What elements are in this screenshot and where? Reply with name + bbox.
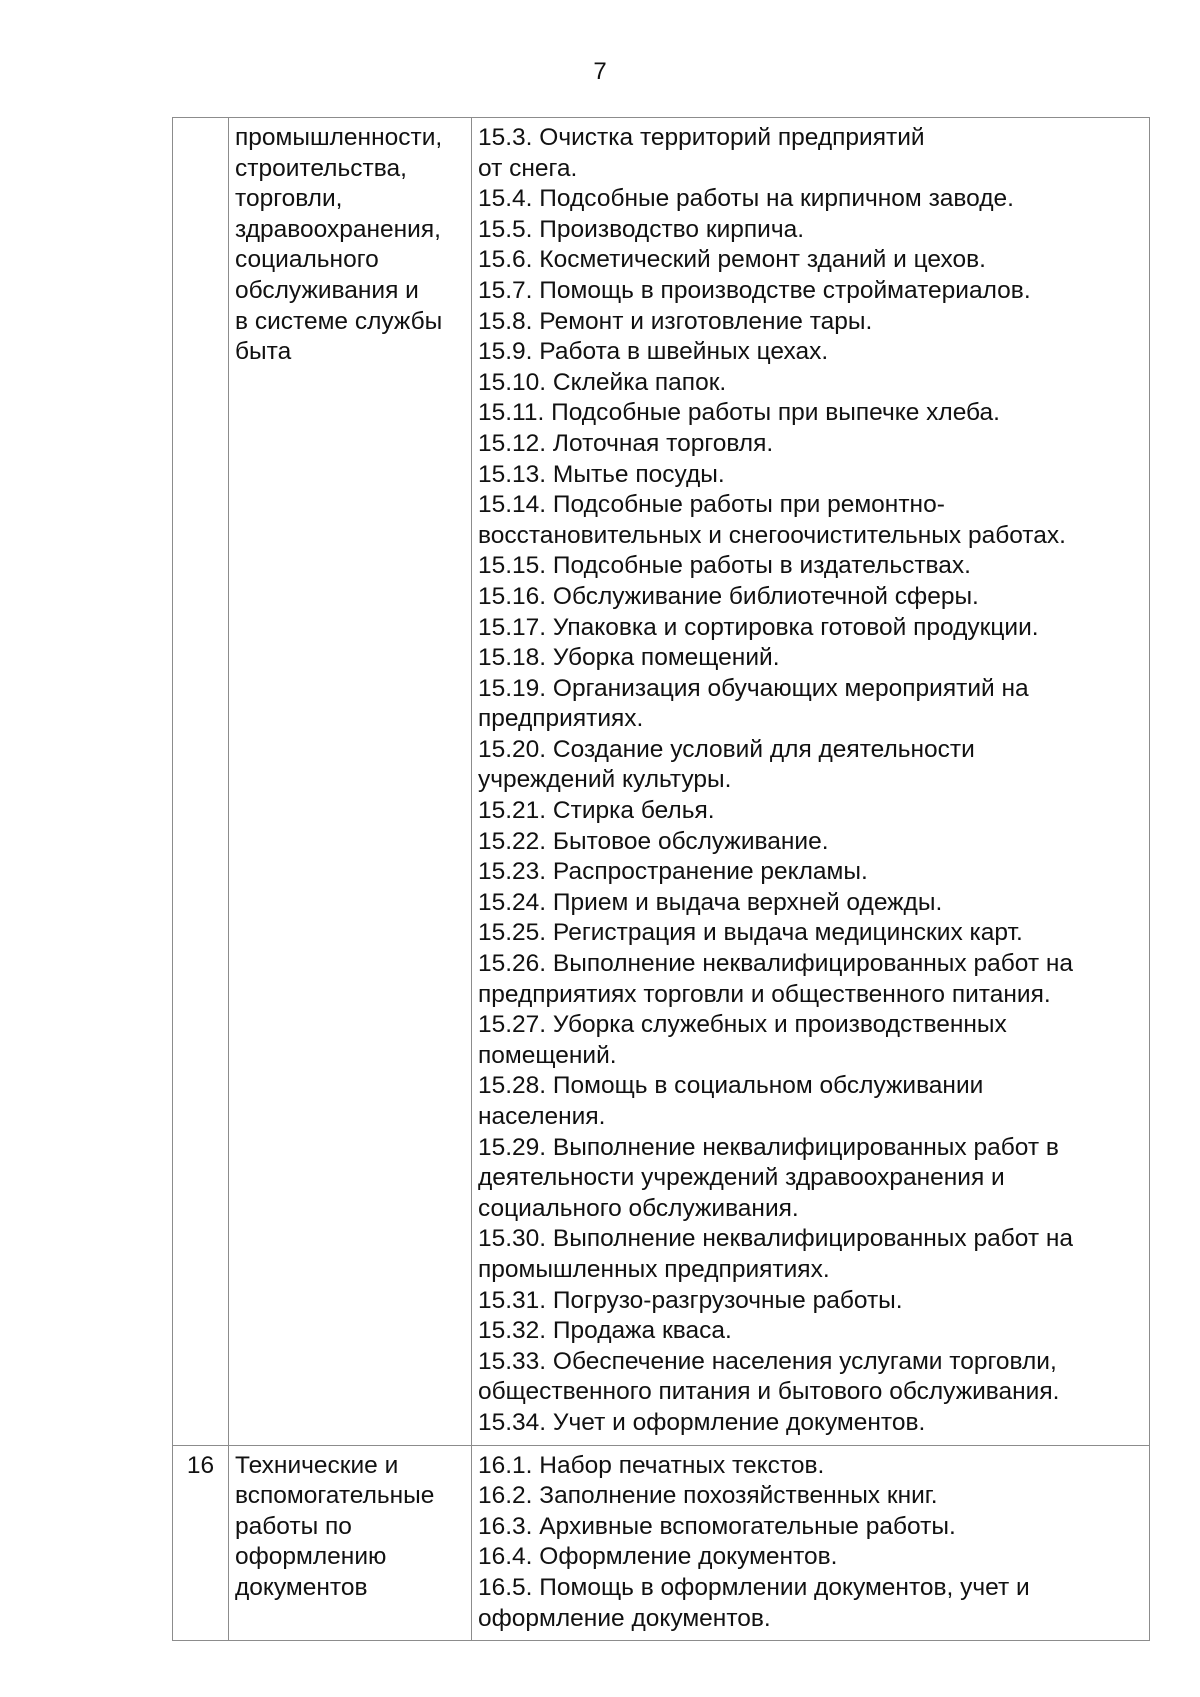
- works-table: [172, 117, 1150, 1641]
- category-line: оформлению: [235, 1543, 387, 1571]
- work-item-line: 15.16. Обслуживание библиотечной сферы.: [478, 582, 979, 610]
- work-item-line: 15.25. Регистрация и выдача медицинских карт.: [478, 919, 1023, 947]
- work-item-line: 15.23. Распространение рекламы.: [478, 858, 868, 886]
- work-item-line: 15.32. Продажа кваса.: [478, 1317, 732, 1345]
- work-item-line: 15.27. Уборка служебных и производственных: [478, 1011, 1007, 1039]
- work-item-line: 15.4. Подсобные работы на кирпичном заводе.: [478, 185, 1014, 213]
- work-item-line: оформление документов.: [478, 1604, 771, 1632]
- category-line: документов: [235, 1573, 368, 1601]
- work-item-line: 15.6. Косметический ремонт зданий и цехов.: [478, 246, 986, 274]
- work-item-line: общественного питания и бытового обслуживания.: [478, 1378, 1060, 1406]
- category-cell: [229, 1445, 472, 1641]
- work-item-line: промышленных предприятиях.: [478, 1255, 830, 1283]
- work-item-line: 16.4. Оформление документов.: [478, 1543, 838, 1571]
- work-item-line: 15.29. Выполнение неквалифицированных работ в: [478, 1133, 1059, 1161]
- work-item-line: 15.10. Склейка папок.: [478, 368, 727, 396]
- work-item-line: социального обслуживания.: [478, 1194, 799, 1222]
- category-line: промышленности,: [235, 124, 443, 151]
- work-item-line: 15.34. Учет и оформление документов.: [478, 1408, 926, 1436]
- table-row: [173, 118, 1150, 1446]
- category-line: торговли,: [235, 185, 343, 213]
- work-items-cell: [472, 1445, 1150, 1641]
- work-item-line: 15.8. Ремонт и изготовление тары.: [478, 307, 873, 335]
- category-line: строительства,: [235, 154, 407, 182]
- work-item-line: помещений.: [478, 1041, 617, 1069]
- work-item-line: 15.19. Организация обучающих мероприятий на: [478, 674, 1029, 702]
- work-item-line: населения.: [478, 1103, 606, 1130]
- category-line: здравоохранения,: [235, 215, 441, 243]
- work-item-line: 15.28. Помощь в социальном обслуживании: [478, 1072, 984, 1100]
- work-item-line: предприятиях торговли и общественного питания.: [478, 980, 1051, 1008]
- category-line: быта: [235, 338, 292, 366]
- work-item-line: 16.3. Архивные вспомогательные работы.: [478, 1512, 956, 1540]
- work-item-line: 15.17. Упаковка и сортировка готовой продукции.: [478, 613, 1039, 641]
- work-item-line: учреждений культуры.: [478, 766, 732, 794]
- work-item-line: 15.20. Создание условий для деятельности: [478, 735, 975, 763]
- row-number-cell: 16: [173, 1445, 229, 1641]
- work-item-line: 15.26. Выполнение неквалифицированных работ на: [478, 950, 1074, 978]
- row-number-cell: [173, 118, 229, 1446]
- work-item-line: 15.18. Уборка помещений.: [478, 644, 780, 672]
- category-line: вспомогательные: [235, 1482, 435, 1510]
- table-row: [173, 1445, 1150, 1641]
- work-item-line: деятельности учреждений здравоохранения и: [478, 1164, 1005, 1192]
- work-item-line: 16.1. Набор печатных текстов.: [478, 1451, 825, 1479]
- work-item-line: предприятиях.: [478, 705, 644, 733]
- work-item-line: 15.3. Очистка территорий предприятий: [478, 124, 925, 151]
- table-body: [173, 118, 1150, 1641]
- work-item-line: 16.5. Помощь в оформлении документов, учет и: [478, 1573, 1030, 1601]
- work-item-line: 15.14. Подсобные работы при ремонтно-: [478, 491, 945, 519]
- work-item-line: 15.5. Производство кирпича.: [478, 215, 805, 243]
- work-item-line: 15.15. Подсобные работы в издательствах.: [478, 552, 971, 580]
- work-item-line: 15.22. Бытовое обслуживание.: [478, 827, 829, 855]
- work-item-line: 15.12. Лоточная торговля.: [478, 429, 774, 457]
- work-item-line: 15.11. Подсобные работы при выпечке хлеба.: [478, 399, 1000, 427]
- work-item-line: 15.9. Работа в швейных цехах.: [478, 338, 829, 366]
- work-item-line: 15.31. Погрузо-разгрузочные работы.: [478, 1286, 903, 1314]
- work-item-line: от снега.: [478, 154, 578, 182]
- work-item-line: восстановительных и снегоочистительных работах.: [478, 521, 1066, 549]
- work-item-line: 16.2. Заполнение похозяйственных книг.: [478, 1482, 938, 1510]
- category-line: обслуживания и: [235, 276, 419, 304]
- category-line: в системе службы: [235, 307, 443, 335]
- page-number: 7: [593, 58, 607, 85]
- work-item-line: 15.30. Выполнение неквалифицированных работ на: [478, 1225, 1074, 1253]
- work-item-line: 15.13. Мытье посуды.: [478, 460, 725, 488]
- work-item-line: 15.33. Обеспечение населения услугами торговли,: [478, 1347, 1057, 1375]
- work-item-line: 15.7. Помощь в производстве стройматериалов.: [478, 276, 1031, 304]
- category-cell: [229, 118, 472, 1446]
- category-line: социального: [235, 246, 379, 274]
- category-line: Технические и: [235, 1451, 399, 1479]
- work-items-cell: [472, 118, 1150, 1446]
- work-item-line: 15.24. Прием и выдача верхней одежды.: [478, 888, 943, 916]
- work-item-line: 15.21. Стирка белья.: [478, 797, 715, 825]
- category-line: работы по: [235, 1512, 352, 1540]
